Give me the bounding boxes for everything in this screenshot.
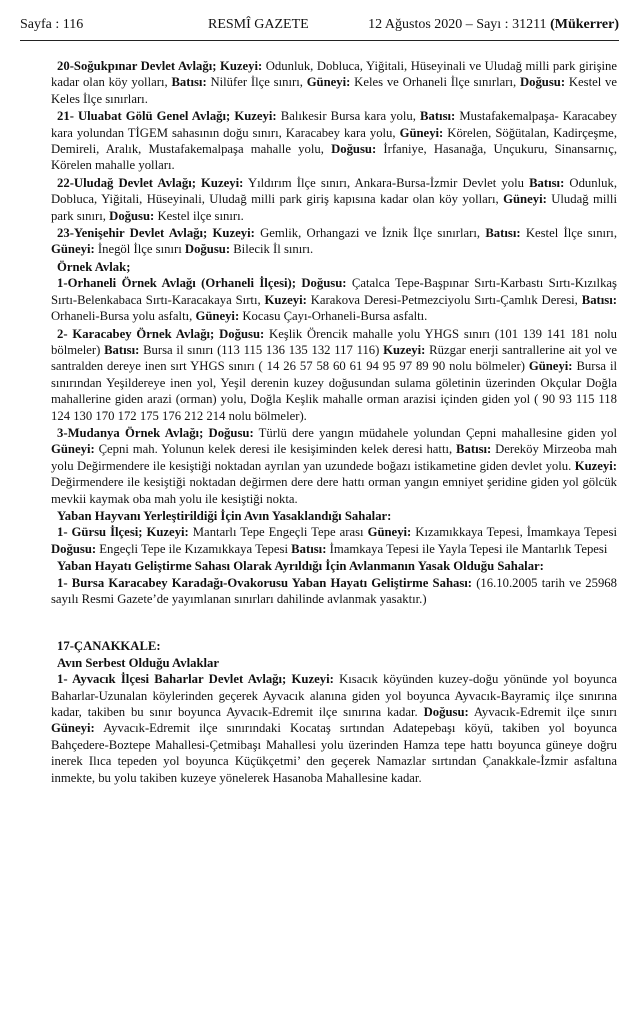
direction-label: Güneyi: — [399, 125, 444, 140]
boundary-text: Kısacık köyünden kuzey-doğu yönünde yol boyunca Baharlar-Uzunalan köylerinden geçerek Ayvacık alanına giden yol boyunca Ayvacık-Bayramiç ilçe sınırına kadar, takiben bu sınır boyunca Ayvacık-Edremit ilçe sınırına kadar. — [51, 672, 617, 720]
issue-date-text: 12 Ağustos 2020 – Sayı : 31211 — [368, 17, 551, 32]
paragraph-karacabey — [51, 326, 617, 424]
direction-label: Kuzeyi: — [219, 59, 263, 73]
boundary-text: Bilecik İl sınırı. — [230, 242, 314, 257]
boundary-text: Uludağ milli park sınırı, — [51, 192, 617, 223]
avlak-title: 2- Karacabey Örnek Avlağı; — [57, 326, 220, 341]
direction-label: Güneyi: — [51, 721, 95, 736]
paragraph-uludag — [51, 175, 617, 224]
section-heading-serbest: Avın Serbest Olduğu Avlaklar — [57, 655, 220, 670]
direction-label: Güneyi: — [367, 525, 412, 540]
direction-label: Güneyi: — [51, 242, 95, 257]
paragraph-yenisehir — [51, 225, 617, 258]
boundary-text: Kestel ve Keles İlçe sınırları. — [51, 75, 618, 106]
direction-label: Güneyi: — [503, 192, 547, 207]
boundary-text: Engeçli Tepe ile Kızamıkkaya Tepesi — [96, 541, 292, 556]
direction-label: Güneyi: — [528, 359, 573, 374]
boundary-text: Çepni mah. Yolunun kelek deresi ile kesişiminden kelek deresi hattı, — [94, 442, 457, 457]
direction-label: Batısı: — [104, 342, 140, 357]
avlak-title: 1- Gürsu İlçesi; — [57, 525, 147, 540]
page-number: Sayfa : 116 — [20, 17, 84, 32]
direction-label: Doğusu: — [301, 276, 347, 291]
avlak-title: 1- Bursa Karacabey Karadağı-Ovakorusu Yaban Hayatı Geliştirme Sahası: — [57, 575, 473, 590]
paragraph-mudanya — [51, 425, 617, 507]
direction-label: Kuzeyi: — [146, 525, 189, 540]
boundary-text: Bursa il sınırından Yeşildereye inen yol, Yeşil derenin kuzey doğusundan sulama göletinin üzerinden Okçular Doğla mahallerine giden arazi (orman) yolu, Doğla Keşlik mahalle orman arazisi içinden giden yol ( 90 93 115 118 124 130 170 172 175 176 212 214 nolu bölmeler). — [51, 359, 617, 423]
section-heading-gelistirme: Yaban Hayatı Geliştirme Sahası Olarak Ayrıldığı İçin Avlanmanın Yasak Olduğu Sahalar: — [57, 559, 544, 574]
boundary-text: Mantarlı Tepe Engeçli Tepe arası — [188, 525, 368, 540]
header-rule — [20, 40, 619, 41]
boundary-text: Ayvacık-Edremit ilçe sınırı — [468, 705, 617, 720]
direction-label: Batısı: — [291, 541, 327, 556]
boundary-text: Nilüfer İlçe sınırı, — [206, 75, 307, 90]
direction-label: Güneyi: — [51, 442, 95, 457]
direction-label: Doğusu: — [184, 242, 231, 257]
direction-label: Doğusu: — [219, 326, 265, 341]
gazette-title: RESMÎ GAZETE — [208, 17, 309, 32]
section-gap — [51, 608, 617, 638]
paragraph-gursu — [51, 524, 617, 557]
boundary-text: Kocasu Çayı-Orhaneli-Bursa asfaltı. — [239, 309, 428, 324]
direction-label: Doğusu: — [519, 75, 566, 90]
boundary-text: Mustafakemalpaşa- Karacabey kara yolundan TİGEM sahasının doğu sınırı, Karacabey kara yolu, — [51, 109, 617, 140]
boundary-text: İnegöl İlçe sınırı — [94, 242, 185, 257]
boundary-text: Keşlik Örencik mahalle yolu YHGS sınırı (101 139 141 181 nolu bölmeler) — [51, 326, 617, 357]
issue-date — [368, 17, 619, 33]
avlak-title: 20-Soğukpınar Devlet Avlağı; — [57, 59, 220, 73]
paragraph-ayvacik — [51, 671, 617, 786]
boundary-text: İrfaniye, Hasanağa, Unçukuru, Sinansarnıç, Körelen mahalle yolları. — [51, 142, 617, 173]
paragraph-uluabat — [51, 108, 617, 174]
avlak-title: 3-Mudanya Örnek Avlağı; — [57, 425, 209, 440]
province-heading-canakkale: 17-ÇANAKKALE: — [57, 639, 161, 654]
avlak-title: 1- Ayvacık İlçesi Baharlar Devlet Avlağı; — [57, 672, 292, 687]
section-heading-yaban: Yaban Hayvanı Yerleştirildiği İçin Avın Yasaklandığı Sahalar: — [57, 508, 392, 523]
avlak-title: 22-Uludağ Devlet Avlağı; — [57, 175, 202, 190]
direction-label: Kuzeyi: — [291, 672, 334, 687]
boundary-text: İmamkaya Tepesi ile Yayla Tepesi ile Mantarlık Tepesi — [326, 541, 608, 556]
boundary-text: Dereköy Mirzeoba mah yolu Değirmendere ile kesiştiği noktadan ayrılan yan uzundede boğazı istikametine giden devlet yolu. — [51, 442, 617, 473]
boundary-text: Yıldırım İlçe sınırı, Ankara-Bursa-İzmir Devlet yolu — [243, 175, 530, 190]
direction-label: Batısı: — [456, 442, 492, 457]
direction-label: Kuzeyi: — [264, 292, 307, 307]
boundary-text: Değirmendere ile kesiştiği noktadan değirmen dere dere hattı orman yangın emniyet şeridine giden yol gölcük mevkii kaymak oba mah yolu ile kesiştiği nokta. — [51, 475, 617, 506]
boundary-text: Rüzgar enerji santrallerine ait yol ve santralden dereye inen sırt YHGS sınırı ( 14 26 57 58 60 61 94 95 97 89 90 nolu bölmeler) — [51, 342, 617, 374]
direction-label: Batısı: — [420, 109, 456, 124]
boundary-text: Kestel İlçe sınırı, — [520, 226, 617, 241]
boundary-text: Çatalca Tepe-Başpınar Sırtı-Karbastı Sırtı-Kızılkaş Sırtı-Belenkabaca Sırtı-Karacakaya Sırtı, — [51, 276, 617, 307]
boundary-text: Orhaneli-Bursa yolu asfaltı, — [51, 309, 196, 324]
direction-label: Batısı: — [529, 175, 565, 190]
section-heading-ornek: Örnek Avlak; — [57, 259, 131, 274]
direction-label: Kuzeyi: — [234, 109, 277, 124]
direction-label: Batısı: — [485, 226, 521, 241]
direction-label: Batısı: — [581, 292, 617, 307]
boundary-text: Odunluk, Dobluca, Yiğitali, Hüseyinali, Uludağ milli park giriş kapısına kadar olan köy yolları, — [51, 175, 617, 207]
boundary-text: Keles ve Orhaneli İlçe sınırları, — [350, 75, 520, 90]
paragraph-orhaneli — [51, 275, 617, 324]
direction-label: Güneyi: — [195, 309, 240, 324]
boundary-text: (16.10.2005 tarih ve 25968 sayılı Resmi Gazete’de yayımlanan sınırları dahilinde avlanmak yasaktır.) — [51, 575, 617, 606]
avlak-title: 1-Orhaneli Örnek Avlağı (Orhaneli İlçesi); — [57, 276, 302, 291]
avlak-title: 23-Yenişehir Devlet Avlağı; — [57, 226, 213, 241]
paragraph-sogukpinar — [51, 58, 617, 107]
avlak-title: 21- Uluabat Gölü Genel Avlağı; — [57, 109, 235, 124]
direction-label: Kuzeyi: — [574, 458, 617, 473]
boundary-text: Karakova Deresi-Petmezciyolu Sırtı-Çamlık Deresi, — [306, 292, 582, 307]
boundary-text: Türlü dere yangın müdahele yolundan Çepni mahallesine giden yol — [253, 425, 617, 440]
boundary-text: Kestel ilçe sınırı. — [154, 208, 244, 223]
document-body — [51, 58, 617, 787]
direction-label: Doğusu: — [109, 208, 155, 223]
direction-label: Batısı: — [171, 75, 207, 90]
boundary-text: Ayvacık-Edremit ilçe sınırındaki Kocataş sırtından Adatepebaşı köyü, takiben yol boyunca Bahçedere-Boztepe Mahallesi-Çetmibaşı Mahallesi yolu üzerinden Hamza tepe hattı boyunca güneye doğru inerek Ilıca tepeden yol boyunca Küçükçetmi’ den geçerek Namazlar sırtından Çanakkale-İzmir asfaltına inmekte, bu yolu takiben kuzeye yönelerek Hasanoba Mahallesine kadar. — [51, 721, 617, 785]
direction-label: Kuzeyi: — [212, 226, 255, 241]
boundary-text: Odunluk, Dobluca, Yiğitali, Hüseyinali ve Uludağ milli park girişine kadar olan köy yolları, — [51, 59, 618, 90]
paragraph-karadagi — [51, 575, 617, 608]
boundary-text: Gemlik, Orhangazi ve İznik İlçe sınırları, — [254, 226, 486, 241]
boundary-text: Kızamıkkaya Tepesi, İmamkaya Tepesi — [411, 525, 617, 540]
issue-suffix: (Mükerrer) — [550, 17, 619, 32]
direction-label: Doğusu: — [208, 425, 254, 440]
boundary-text: Balıkesir Bursa kara yolu, — [276, 109, 421, 124]
direction-label: Doğusu: — [423, 705, 469, 720]
boundary-text: Körelen, Söğütalan, Kadirçeşme, Demireli, Aralık, Mustafakemalpaşa mahalle yolu, — [51, 125, 617, 157]
boundary-text: Bursa il sınırı (113 115 136 135 132 117 116) — [139, 342, 384, 357]
page-header — [20, 14, 619, 36]
direction-label: Güneyi: — [306, 75, 351, 90]
direction-label: Kuzeyi: — [383, 342, 426, 357]
direction-label: Kuzeyi: — [201, 175, 244, 190]
direction-label: Doğusu: — [331, 142, 377, 157]
direction-label: Doğusu: — [51, 541, 97, 556]
